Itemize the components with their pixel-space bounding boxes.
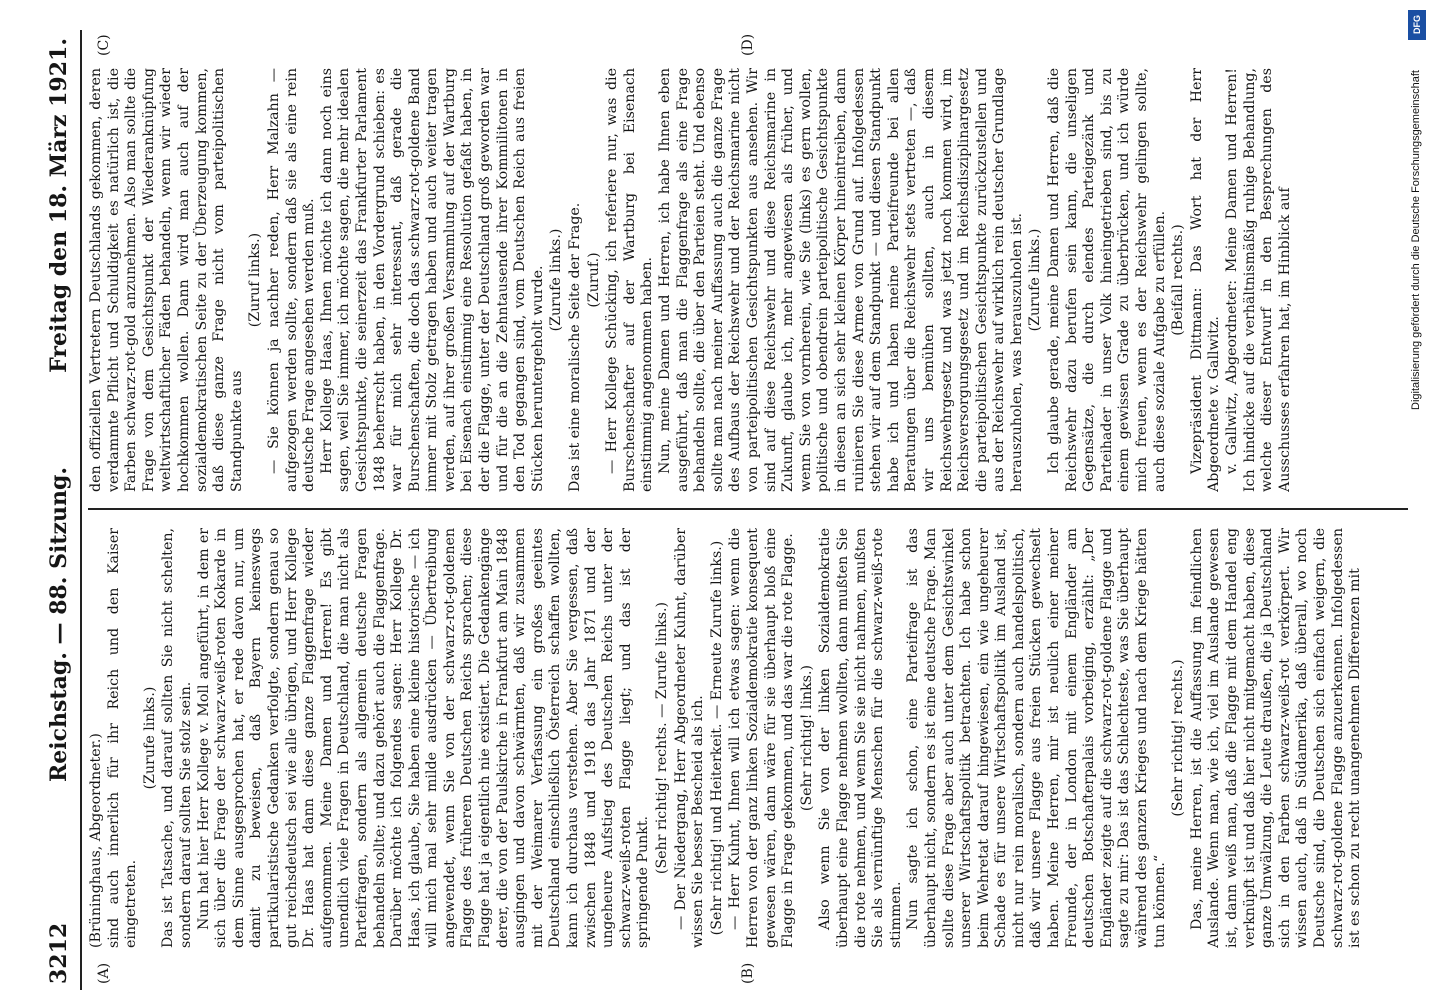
left-column-paragraph: (Sehr richtig! links.) (798, 664, 815, 812)
right-column-paragraph: — Herr Kollege Schücking, ich referiere nur, was die Burschenschafter auf der Wartburg bei Eisenach einstimmig angenommen haben. (604, 68, 656, 492)
right-column-paragraph: v. Gallwitz, Abgeordneter: Meine Damen und Herren! Ich hindicke auf die verhältnismäßig ruhige Behandlung, welche dieser Entwurf in den Besprechungen des Ausschusses erfahren hat, im Hinblick auf (1224, 68, 1293, 492)
dfg-credit-text: Digitalisierung gefördert durch die Deutsche Forschungsgemeinschaft (1410, 70, 1422, 410)
left-column-paragraph: (Sehr richtig! rechts.) (1170, 659, 1187, 817)
left-column-paragraph: Das, meine Herren, ist die Auffassung im feindlichen Auslande. Wenn man, wie ich, viel im Auslande gewesen ist, dann weiß man, daß die Flagge mit dem Handel eng verknüpft ist und daß hier nicht mitgemacht haben, diese ganze Umwälzung, die Leute draußen, die ja Deutschland sich in den Farben schwarz-weiß-rot verkörpert. Wir wissen auch, daß in Südamerika, daß überall, wo noch Deutsche sind, die Deutschen sich einfach weigern, die schwarz-rot-goldene Flagge anzuerkennen. Infolgedessen ist es schon zu recht unangenehmen Differenzen mit (1188, 528, 1364, 948)
left-column-paragraph: sind auch innerlich für ihr Reich und den Kaiser eingetreten. (105, 528, 140, 948)
session-date: Freitag den 18. März 1921. (46, 38, 72, 373)
dfg-sidebar (1404, 0, 1434, 1000)
margin-mark-d: (D) (740, 33, 756, 56)
left-column-paragraph: Nun sagte ich schon, eine Parteifrage ist das überhaupt nicht, sondern es ist eine deutsche Frage. Man sollte diese Frage aber auch unter dem Gesichtswinkel unserer Wirtschaftspolitik betrachten. Ich habe schon beim Wehretat darauf hingewiesen, ein wie ungeheurer Schade es für unsere Wirtschaftspolitik im Ausland ist, nicht nur rein moralisch, sondern auch handelspolitisch, daß wir unsere Flagge aus freien Stücken gewechselt haben. Meine Herren, mir ist neulich einer meiner Freunde, der in London mit einem Engländer am deutschen Botschafterpalais vorbeiging, erzählt: „Der Engländer zeigte auf die schwarz-rot-goldene Flagge und sagte zu mir: Das ist das Schlechteste, was Sie überhaupt während des ganzen Krieges und nach dem Kriege hätten tun können.“ (905, 528, 1168, 948)
left-column-paragraph: (Zurufe links.) (141, 686, 158, 790)
margin-mark-c: (C) (96, 34, 112, 56)
column-divider (88, 508, 1408, 510)
right-column-paragraph: (Zuruf links.) (247, 232, 264, 328)
right-column-paragraph: (Zurufe links.) (1027, 228, 1044, 332)
left-text-column (88, 528, 1408, 948)
right-column-paragraph: Vizepräsident Dittmann: Das Wort hat der Herr Abgeordnete v. Gallwitz. (1188, 68, 1223, 492)
left-column-paragraph: — Der Niedergang, Herr Abgeordneter Kuhnt, darüber wissen Sie besser Bescheid als ich. (672, 528, 707, 948)
right-column-paragraph: Ich glaube gerade, meine Damen und Herren, daß die Reichswehr dazu berufen sein kann, die unseligen Gegensätze, die durch elendes Parteigezänk und Parteihader in unser Volk hineingetrieben sind, bis zu einem gewissen Grade zu überbrücken, und ich würde mich freuen, wenn es der Reichswehr gelingen sollte, auch diese soziale Aufgabe zu erfüllen. (1046, 68, 1168, 492)
left-column-paragraph: Nun hat hier Herr Kollege v. Moll angeführt, in dem er sich über die Frage der schwarz-weiß-roten Kokarde in dem Sinne ausgesprochen hat, er rede davon nur, um damit zu beweisen, daß Bayern keineswegs partikularistische Gedanken verfolgte, sondern genau so gut reichsdeutsch sei wie alle übrigen, und Herr Kollege Dr. Haas hat dann diese ganze Flaggenfrage wieder aufgenommen. Meine Damen und Herren! Es gibt unendlich viele Fragen in Deutschland, die man nicht als Parteifragen, sondern als allgemein deutsche Fragen behandeln sollte; und dazu gehört auch die Flaggenfrage. Darüber möchte ich folgendes sagen: Herr Kollege Dr. Haas, ich glaube, Sie haben eine kleine historische — ich will mich mal sehr milde ausdrücken — Übertreibung angewendet, wenn Sie von der schwarz-rot-goldenen Flagge des früheren Deutschen Reichs sprachen; diese Flagge hat ja eigentlich nie existiert. Die Gedankengänge derer, die von der Paulskirche in Frankfurt am Main 1848 ausgingen und davon schwärmten, daß wir zusammen mit der Weimarer Verfassung ein großes geeintes Deutschland einschließlich Österreich schaffen wollten, kann ich durchaus verstehen. Aber Sie vergessen, daß zwischen 1848 und 1918 das Jahr 1871 und der ungeheure Aufstieg des Deutschen Reichs unter der schwarz-weiß-roten Flagge liegt; und das ist der springende Punkt. (195, 528, 652, 948)
header-rule (80, 30, 82, 990)
margin-mark-a: (A) (96, 962, 112, 984)
right-column-paragraph: Nun, meine Damen und Herren, ich habe Ihnen eben ausgeführt, daß man die Flaggenfrage als eine Frage behandeln sollte, die über den Parteien steht. Und ebenso sollte man nach meiner Auffassung auch die ganze Frage des Aufbaus der Reichswehr und der Reichsmarine nicht von parteipolitischen Gesichtspunkten aus ansehen. Wir sind auf diese Reichswehr und diese Reichsmarine in Zukunft, glaube ich, mehr angewiesen als früher, und wenn Sie von vornherein, wie Sie (links) es gern wollen, politische und obendrein parteipolitische Gesichtspunkte in diesen an sich sehr kleinen Körper hineintreiben, dann ruinieren Sie diese Armee von Grund auf. Infolgedessen stehen wir auf dem Standpunkt — und diesen Standpunkt habe ich und haben meine Parteifreunde bei allen Beratungen über die Reichswehr stets vertreten —, daß wir uns bemühen sollten, auch in diesem Reichswehrgesetz und was jetzt noch kommen wird, im Reichsversorgungsgesetz und im Reichsdisziplinargesetz die parteipolitischen Gesichtspunkte zurückzustellen und aus der Reichswehr auf wirklich rein deutscher Grundlage herauszuholen, was herauszuholen ist. (657, 68, 1025, 492)
right-column-paragraph: Herr Kollege Haas, Ihnen möchte ich dann noch eins sagen, weil Sie immer, ich möchte sagen, die mehr idealen Gesichtspunkte, die seinerzeit das Frankfurter Parlament 1848 beherrscht haben, in den Vordergrund schieben: es war für mich sehr interessant, daß gerade die Burschenschaften, die doch das schwarz-rot-goldene Band immer mit Stolz getragen haben und auch weiter tragen werden, auf ihrer großen Versammlung auf der Wartburg bei Eisenach einstimmig eine Resolution gefaßt haben, in der die Flagge, unter der Deutschland groß geworden war und für die an die Zehntausende ihrer Kommilitonen in den Tod gegangen sind, vom Deutschen Reich aus freien Stücken heruntergeholt wurde. (318, 68, 546, 492)
left-column-paragraph: (Sehr richtig! rechts. — Zurufe links.) (654, 601, 670, 875)
margin-mark-b: (B) (740, 962, 756, 984)
session-title: Reichstag. — 88. Sitzung. (46, 466, 72, 782)
right-column-paragraph: (Beifall rechts.) (1170, 224, 1187, 336)
right-column-paragraph: Das ist eine moralische Seite der Frage. (567, 202, 584, 492)
right-text-column (88, 68, 1408, 492)
rotated-page (40, 30, 1420, 990)
left-column-paragraph: Also wenn Sie von der linken Sozialdemokratie überhaupt eine Flagge nehmen wollten, dann mußten Sie die rote nehmen, und wenn Sie sie nicht nahmen, mußten Sie als vernünftige Menschen für die schwarz-weiß-rote stimmen. (817, 528, 904, 948)
right-column-paragraph: — Sie können ja nachher reden, Herr Malzahn — aufgezogen werden sollte, sondern daß sie als eine rein deutsche Frage angesehen werden muß. (265, 68, 318, 492)
left-column-paragraph: (Brüninghaus, Abgeordneter.) (88, 733, 104, 948)
left-column-paragraph: (Sehr richtig! und Heiterkeit. — Erneute Zurufe links.) (708, 540, 725, 936)
dfg-logo: DFG (1408, 10, 1426, 40)
right-column-paragraph: den offiziellen Vertretern Deutschlands gekommen, deren verdammte Pflicht und Schuldigkeit es natürlich ist, die Farben schwarz-rot-gold anzunehmen. Also man sollte die Frage von dem Gesichtspunkt der Wiederanknüpfung weltwirtschaftlicher Fäden behandeln, wenn wir wieder hochkommen wollen. Dann wird man auch auf der sozialdemokratischen Seite zu der Überzeugung kommen, daß diese ganze Frage nicht vom parteipolitischen Standpunkte aus (88, 68, 245, 492)
left-column-paragraph: — Herr Kuhnt, Ihnen will ich etwas sagen: wenn die Herren von der ganz linken Sozialdemokratie konsequent gewesen wären, dann wäre für sie überhaupt bloß eine Flagge in Frage gekommen, und das war die rote Flagge. (727, 528, 797, 948)
right-column-paragraph: (Zurufe links.) (548, 228, 565, 332)
page-number: 3212 (46, 922, 72, 984)
right-column-paragraph: (Zuruf.) (585, 252, 602, 308)
left-column-paragraph: Das ist Tatsache, und darauf sollten Sie nicht schelten, sondern darauf sollten Sie stolz sein. (160, 528, 194, 948)
